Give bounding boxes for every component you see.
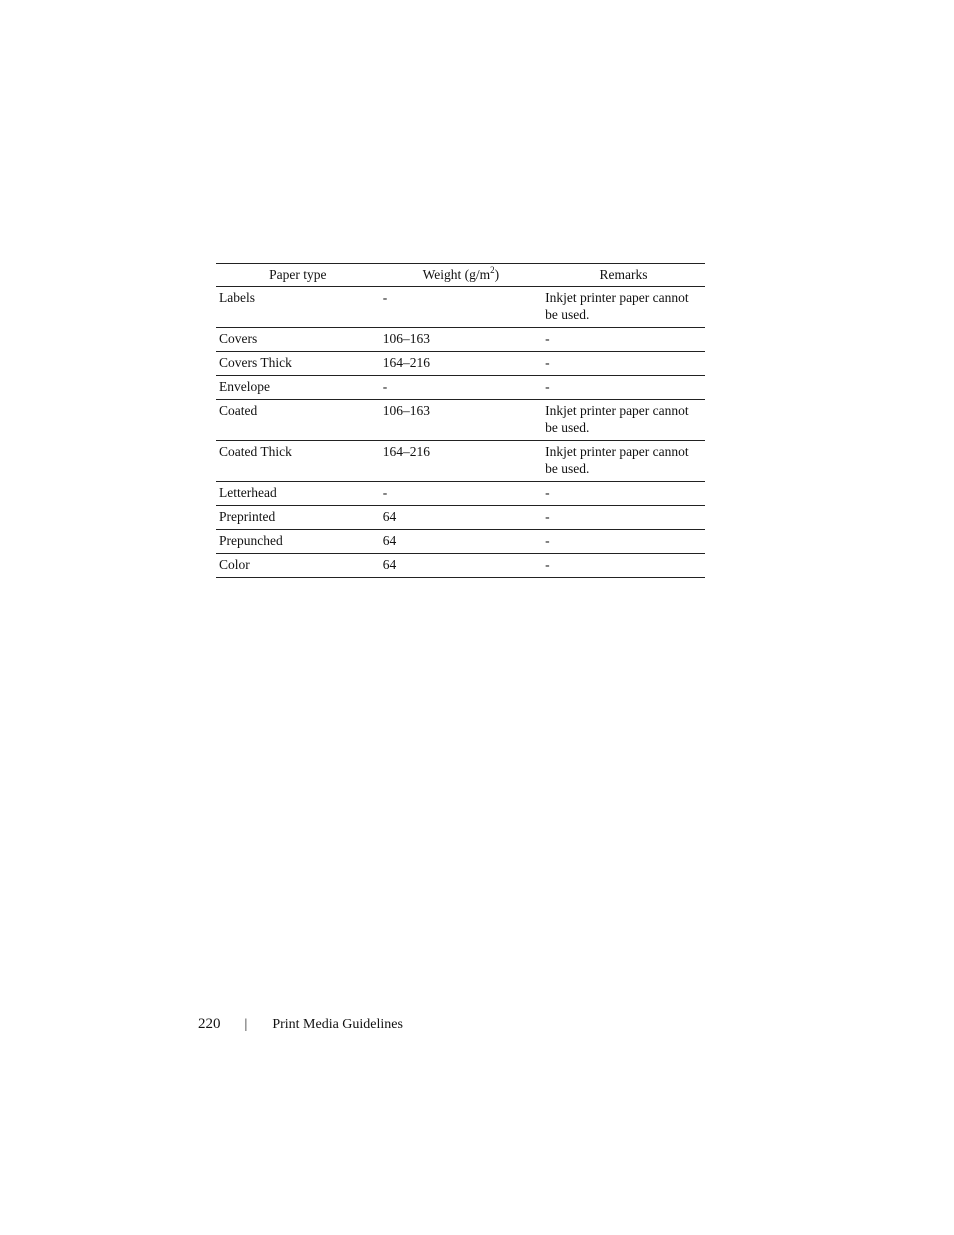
cell-paper-type: Covers Thick <box>216 352 380 376</box>
cell-weight: 164–216 <box>380 352 542 376</box>
cell-weight: 164–216 <box>380 441 542 482</box>
header-paper-type: Paper type <box>216 264 380 287</box>
cell-weight: 64 <box>380 506 542 530</box>
table-row <box>216 352 705 376</box>
cell-remarks: - <box>542 530 705 554</box>
header-weight-close: ) <box>494 267 500 282</box>
table-row <box>216 400 705 441</box>
section-title: Print Media Guidelines <box>272 1017 403 1032</box>
header-weight <box>380 264 542 287</box>
table-row <box>216 482 705 506</box>
cell-paper-type: Letterhead <box>216 482 380 506</box>
page-footer <box>198 1015 403 1034</box>
footer-separator: | <box>244 1017 248 1032</box>
cell-weight: - <box>380 376 542 400</box>
page-number: 220 <box>198 1016 221 1032</box>
cell-remarks: - <box>542 482 705 506</box>
cell-remarks: - <box>542 554 705 578</box>
cell-paper-type: Prepunched <box>216 530 380 554</box>
cell-weight: 64 <box>380 530 542 554</box>
header-remarks: Remarks <box>542 264 705 287</box>
header-weight-superscript: 2 <box>490 264 495 275</box>
table-row <box>216 554 705 578</box>
cell-remarks: - <box>542 506 705 530</box>
cell-remarks: - <box>542 352 705 376</box>
cell-remarks: - <box>542 376 705 400</box>
table-row <box>216 328 705 352</box>
cell-remarks: Inkjet printer paper cannot be used. <box>542 441 705 482</box>
cell-paper-type: Labels <box>216 287 380 328</box>
cell-paper-type: Covers <box>216 328 380 352</box>
cell-remarks: Inkjet printer paper cannot be used. <box>542 287 705 328</box>
table-row <box>216 530 705 554</box>
paper-weight-table <box>216 263 705 578</box>
cell-paper-type: Preprinted <box>216 506 380 530</box>
cell-weight: 106–163 <box>380 400 542 441</box>
cell-remarks: - <box>542 328 705 352</box>
table-row <box>216 441 705 482</box>
cell-weight: - <box>380 482 542 506</box>
cell-remarks: Inkjet printer paper cannot be used. <box>542 400 705 441</box>
cell-weight: 106–163 <box>380 328 542 352</box>
cell-paper-type: Coated Thick <box>216 441 380 482</box>
table-row <box>216 287 705 328</box>
table-row <box>216 376 705 400</box>
cell-paper-type: Envelope <box>216 376 380 400</box>
cell-paper-type: Coated <box>216 400 380 441</box>
cell-weight: 64 <box>380 554 542 578</box>
cell-weight: - <box>380 287 542 328</box>
cell-paper-type: Color <box>216 554 380 578</box>
table-header-row <box>216 264 705 287</box>
header-weight-label: Weight (g/m <box>422 267 491 282</box>
table-row <box>216 506 705 530</box>
